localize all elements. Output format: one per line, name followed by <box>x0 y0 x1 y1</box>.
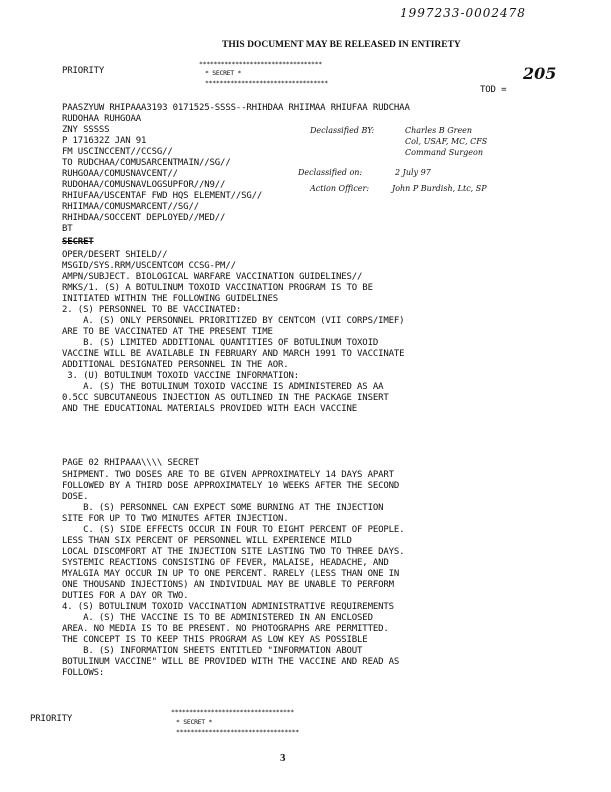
document-id: 1997233-0002478 <box>400 6 526 20</box>
header-line: RHIUFAA/USCENTAF FWD HQS ELEMENT//SG// <box>62 191 263 201</box>
page-number: 3 <box>280 752 286 764</box>
body-line: A. (S) THE BOTULINUM TOXOID VACCINE IS ADMINISTERED AS AA <box>62 382 384 392</box>
body-line: 0.5CC SUBCUTANEOUS INJECTION AS OUTLINED IN THE PACKAGE INSERT <box>62 393 389 403</box>
body-line: A. (S) THE VACCINE IS TO BE ADMINISTERED IN AN ENCLOSED <box>62 613 373 623</box>
body-line: B. (S) INFORMATION SHEETS ENTITLED "INFORMATION ABOUT <box>62 646 363 656</box>
body-line: AND THE EDUCATIONAL MATERIALS PROVIDED WITH EACH VACCINE <box>62 404 358 414</box>
body-line: RMKS/1. (S) A BOTULINUM TOXOID VACCINATION PROGRAM IS TO BE <box>62 283 373 293</box>
tod-value: 205 <box>523 64 557 83</box>
body-line: B. (S) PERSONNEL CAN EXPECT SOME BURNING AT THE INJECTION <box>62 503 384 513</box>
declass-name: Charles B Green <box>405 126 473 135</box>
top-priority-label: PRIORITY <box>62 66 105 76</box>
message-body-part-1 <box>62 250 404 415</box>
body-line: SYSTEMIC REACTIONS CONSISTING OF FEVER, MALAISE, HEADACHE, AND <box>62 558 389 568</box>
top-stars-row-2: ********************************** <box>205 79 328 87</box>
declass-rank: Col, USAF, MC, CFS <box>405 137 488 146</box>
body-line: AREA. NO MEDIA IS TO BE PRESENT. NO PHOTOGRAPHS ARE PERMITTED. <box>62 624 389 634</box>
body-line: MYALGIA MAY OCCUR IN UP TO ONE PERCENT. RARELY (LESS THAN ONE IN <box>62 569 400 579</box>
body-line: BOTULINUM VACCINE" WILL BE PROVIDED WITH THE VACCINE AND READ AS <box>62 657 400 667</box>
action-officer-name: John P Burdish, Ltc, SP <box>392 184 487 193</box>
action-officer-label: Action Officer: <box>310 184 370 193</box>
body-line: 3. (U) BOTULINUM TOXOID VACCINE INFORMATION: <box>62 371 300 381</box>
header-line: TO RUDCHAA/COMUSARCENTMAIN//SG// <box>62 158 231 168</box>
body-line: A. (S) ONLY PERSONNEL PRIORITIZED BY CENTCOM (VII CORPS/IMEF) <box>62 316 405 326</box>
body-line: AMPN/SUBJECT. BIOLOGICAL WARFARE VACCINATION GUIDELINES// <box>62 272 363 282</box>
header-line: FM USCINCCENT//CCSG// <box>62 147 173 157</box>
body-line: 4. (S) BOTULINUM TOXOID VACCINATION ADMINISTRATIVE REQUIREMENTS <box>62 602 394 612</box>
body-line: FOLLOWED BY A THIRD DOSE APPROXIMATELY 10 WEEKS AFTER THE SECOND <box>62 481 400 491</box>
bottom-stars-row-1: ********************************** <box>171 708 294 716</box>
body-line: THE CONCEPT IS TO KEEP THIS PROGRAM AS LOW KEY AS POSSIBLE <box>62 635 368 645</box>
header-line: ZNY SSSSS <box>62 125 110 135</box>
declass-date: 2 July 97 <box>395 168 431 177</box>
header-line: RUHGOAA/COMUSNAVCENT// <box>62 169 178 179</box>
body-line: INITIATED WITHIN THE FOLLOWING GUIDELINES <box>62 294 279 304</box>
body-line: DUTIES FOR A DAY OR TWO. <box>62 591 189 601</box>
header-line: RUDOHAA/COMUSNAVLOGSUPFOR//N9// <box>62 180 226 190</box>
body-line: DOSE. <box>62 492 89 502</box>
header-line: P 171632Z JAN 91 <box>62 136 147 146</box>
body-line: SHIPMENT. TWO DOSES ARE TO BE GIVEN APPROXIMATELY 14 DAYS APART <box>62 470 394 480</box>
body-line: ONE THOUSAND INJECTIONS) AN INDIVIDUAL MAY BE UNABLE TO PERFORM <box>62 580 394 590</box>
body-line: SITE FOR UP TO TWO MINUTES AFTER INJECTION. <box>62 514 289 524</box>
bottom-secret-line: * SECRET * <box>176 718 213 726</box>
classification-mark: SECRET <box>62 237 94 247</box>
header-line: BT <box>62 224 73 234</box>
declass-title: Command Surgeon <box>405 148 483 157</box>
header-line: RHIIMAA/COMUSMARCENT//SG// <box>62 202 199 212</box>
body-line: VACCINE WILL BE AVAILABLE IN FEBRUARY AND MARCH 1991 TO VACCINATE <box>62 349 405 359</box>
header-line: RUDOHAA RUHGOAA <box>62 114 142 124</box>
body-line: OPER/DESERT SHIELD// <box>62 250 168 260</box>
header-line: RHIHDAA/SOCCENT DEPLOYED//MED// <box>62 213 226 223</box>
release-statement: THIS DOCUMENT MAY BE RELEASED IN ENTIRETY <box>222 40 461 50</box>
top-secret-line: * SECRET * <box>205 69 242 77</box>
body-line: C. (S) SIDE EFFECTS OCCUR IN FOUR TO EIGHT PERCENT OF PEOPLE. <box>62 525 405 535</box>
bottom-stars-row-2: ********************************** <box>176 728 299 736</box>
body-line: B. (S) LIMITED ADDITIONAL QUANTITIES OF BOTULINUM TOXOID <box>62 338 379 348</box>
body-line: FOLLOWS: <box>62 668 105 678</box>
body-line: MSGID/SYS.RRM/USCENTCOM CCSG-PM// <box>62 261 236 271</box>
declass-date-label: Declassified on: <box>298 168 363 177</box>
declass-label: Declassified BY: <box>310 126 375 135</box>
body-line: LOCAL DISCOMFORT AT THE INJECTION SITE LASTING TWO TO THREE DAYS. <box>62 547 405 557</box>
tod-label: TOD = <box>480 85 507 95</box>
header-line: PAASZYUW RHIPAAA3193 0171525-SSSS--RHIHDAA RHIIMAA RHIUFAA RUDCHAA <box>62 103 410 113</box>
bottom-priority-label: PRIORITY <box>30 714 73 724</box>
body-line: ADDITIONAL DESIGNATED PERSONNEL IN THE AOR. <box>62 360 289 370</box>
body-line: ARE TO BE VACCINATED AT THE PRESENT TIME <box>62 327 273 337</box>
message-body-part-2 <box>62 470 404 679</box>
page-2-header: PAGE 02 RHIPAAA\\\\ SECRET <box>62 458 199 468</box>
body-line: LESS THAN SIX PERCENT OF PERSONNEL WILL EXPERIENCE MILD <box>62 536 352 546</box>
top-stars-row-1: ********************************** <box>199 60 322 68</box>
body-line: 2. (S) PERSONNEL TO BE VACCINATED: <box>62 305 242 315</box>
